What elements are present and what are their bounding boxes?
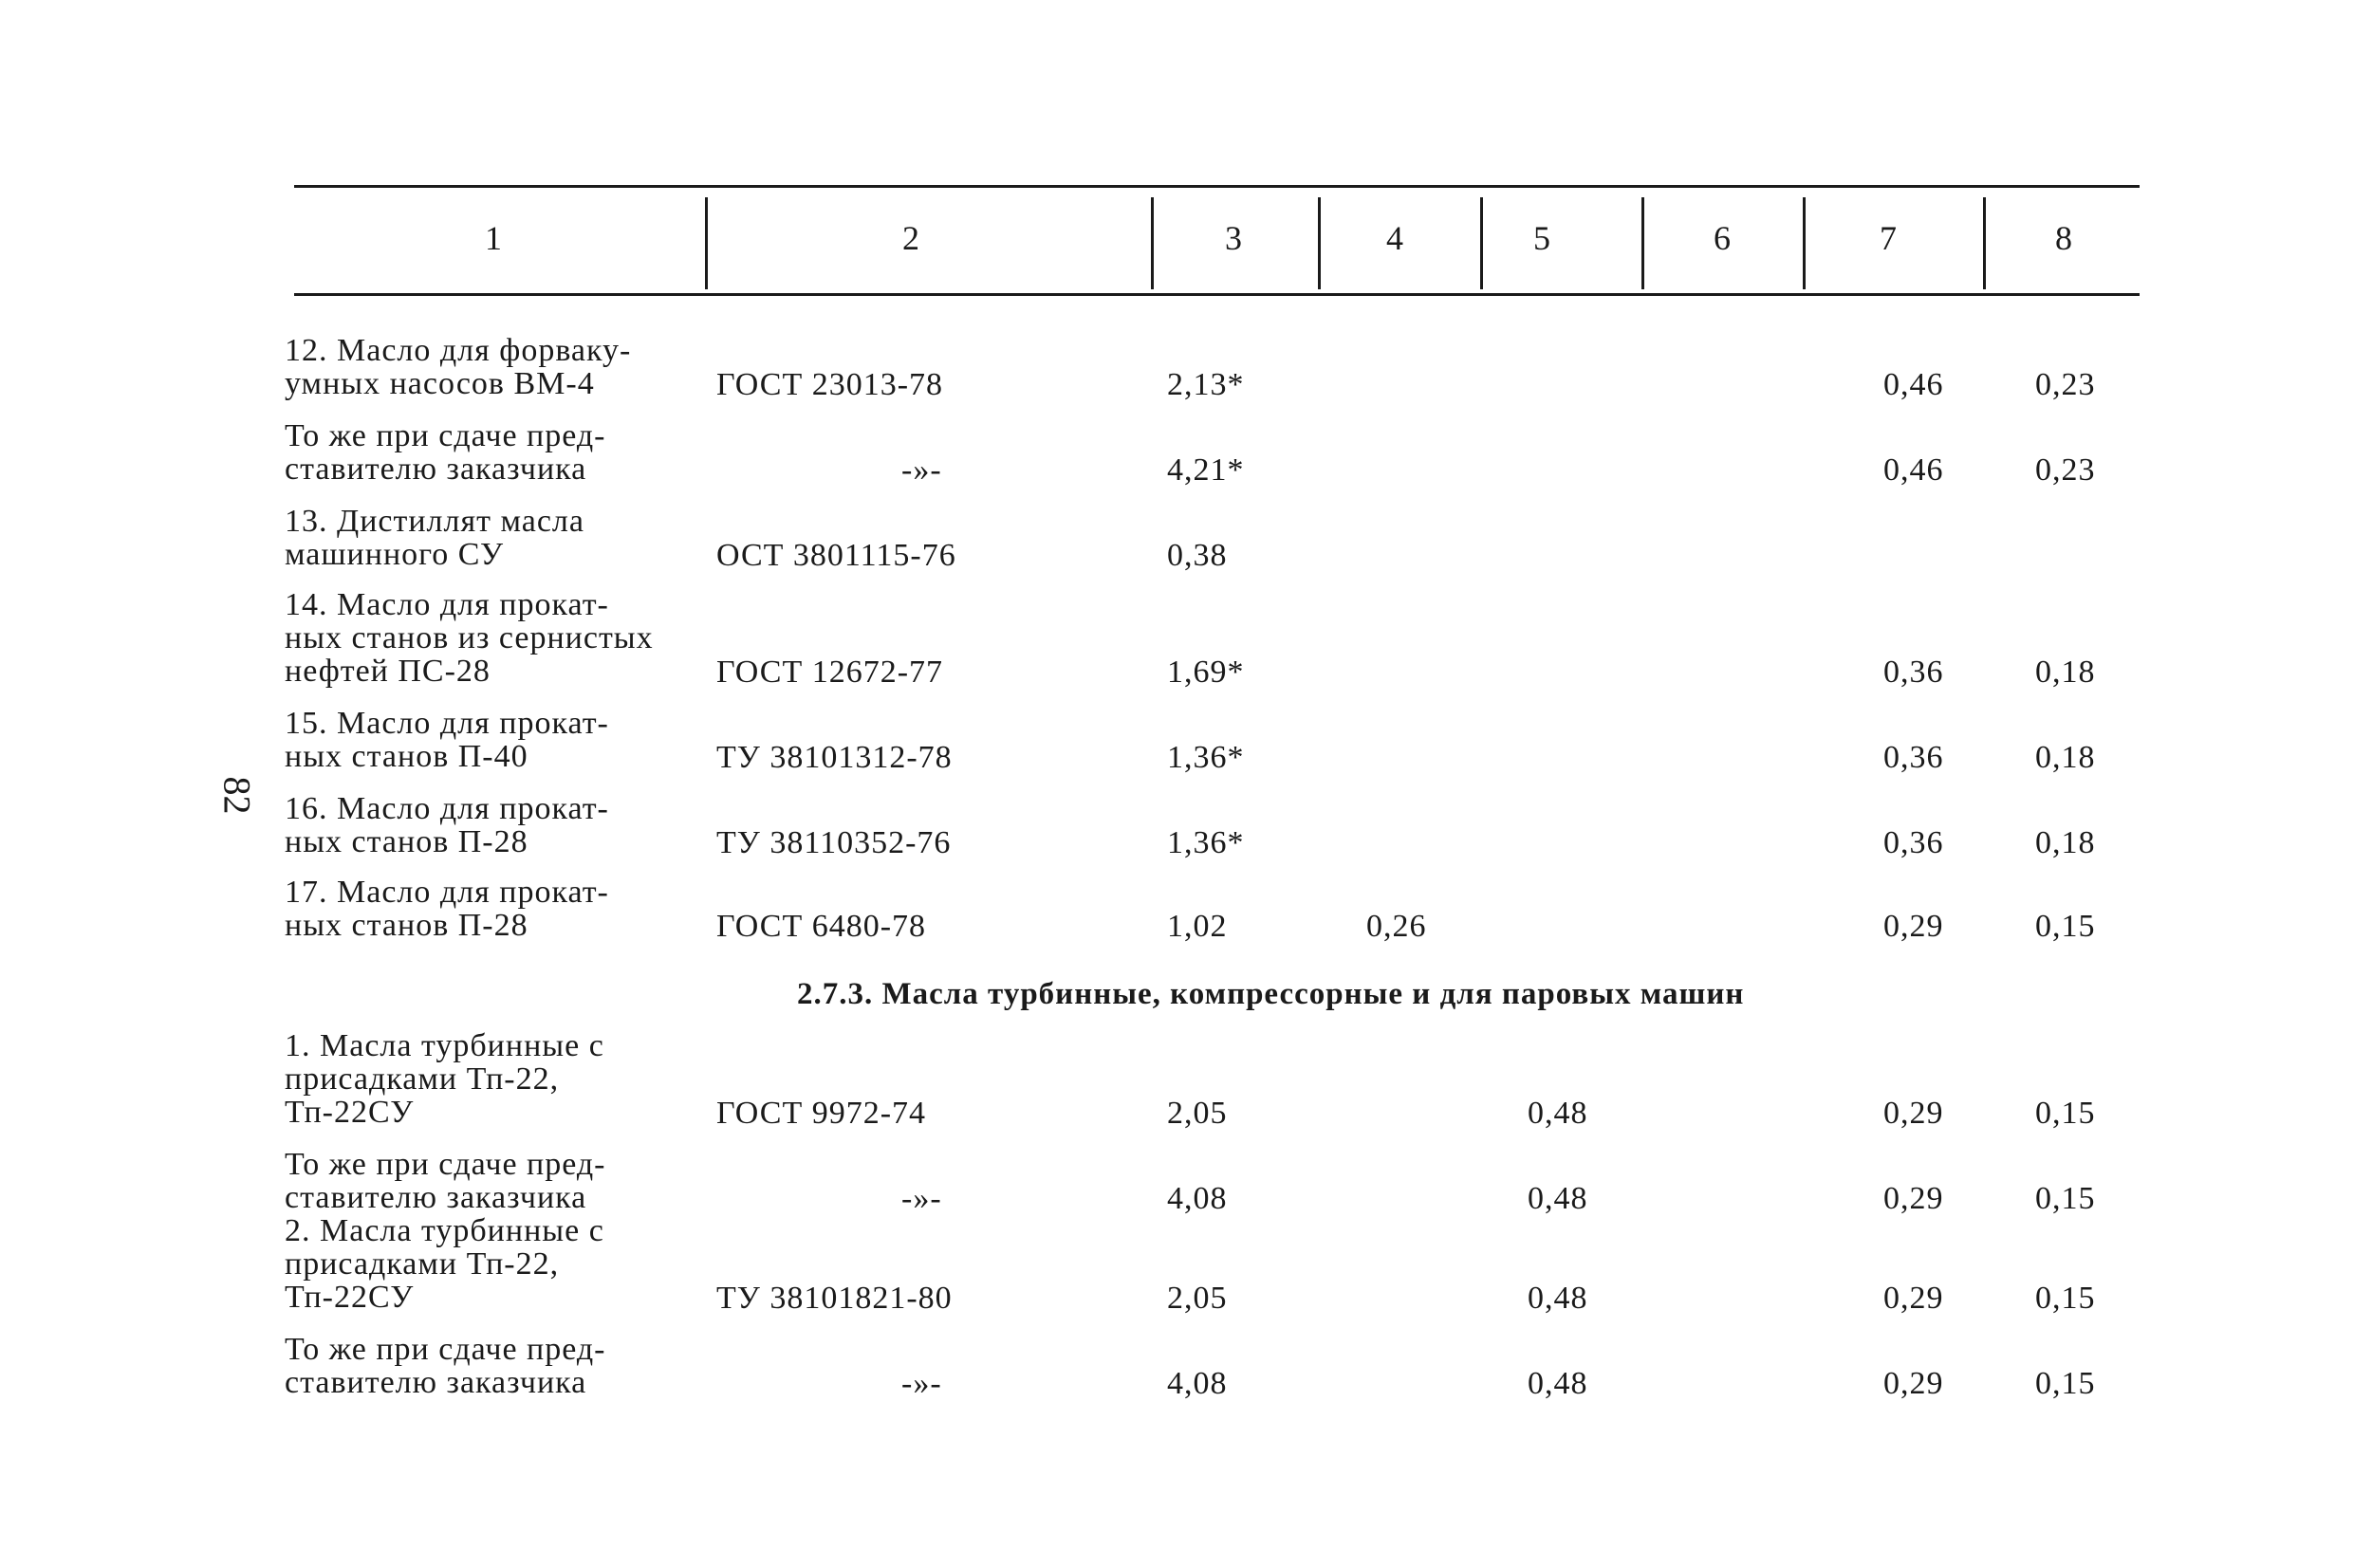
value-c7: 0,36 xyxy=(1883,655,1944,690)
value-c5: 0,48 xyxy=(1528,1281,1588,1316)
column-divider xyxy=(1641,197,1644,289)
product-name-line: машинного СУ xyxy=(285,537,505,572)
standard-doc: ГОСТ 12672-77 xyxy=(716,655,944,690)
product-name-line: 2. Масла турбинные с xyxy=(285,1213,604,1248)
column-divider xyxy=(1318,197,1321,289)
value-c8: 0,18 xyxy=(2035,740,2096,775)
standard-doc: ОСТ 3801115-76 xyxy=(716,538,956,573)
product-name-line: нефтей ПС-28 xyxy=(285,654,491,689)
value-c3: 2,05 xyxy=(1167,1281,1228,1316)
product-name-line: ставителю заказчика xyxy=(285,1365,587,1400)
table-top-rule xyxy=(294,185,2140,188)
value-c5: 0,48 xyxy=(1528,1096,1588,1131)
value-c3: 4,08 xyxy=(1167,1366,1228,1401)
standard-doc: -»- xyxy=(901,1366,942,1401)
column-header: 6 xyxy=(1714,219,1731,257)
value-c5: 0,48 xyxy=(1528,1181,1588,1216)
value-c8: 0,18 xyxy=(2035,825,2096,860)
product-name xyxy=(285,792,693,858)
page-number: 82 xyxy=(215,776,259,815)
value-c7: 0,36 xyxy=(1883,825,1944,860)
value-c7: 0,29 xyxy=(1883,1096,1944,1131)
value-c8: 0,15 xyxy=(2035,1096,2096,1131)
column-divider xyxy=(1983,197,1986,289)
product-name xyxy=(285,1148,693,1214)
value-c3: 4,08 xyxy=(1167,1181,1228,1216)
product-name-line: Тп-22СУ xyxy=(285,1280,415,1315)
product-name-line: 1. Масла турбинные с xyxy=(285,1028,604,1063)
value-c8: 0,15 xyxy=(2035,1366,2096,1401)
value-c7: 0,29 xyxy=(1883,1181,1944,1216)
product-name-line: ных станов из сернистых xyxy=(285,620,654,655)
product-name-line: То же при сдаче пред- xyxy=(285,1332,606,1367)
standard-doc: -»- xyxy=(901,1181,942,1216)
standard-doc: ГОСТ 23013-78 xyxy=(716,367,944,402)
value-c7: 0,29 xyxy=(1883,1366,1944,1401)
value-c5: 0,48 xyxy=(1528,1366,1588,1401)
product-name-line: То же при сдаче пред- xyxy=(285,1147,606,1182)
product-name-line: То же при сдаче пред- xyxy=(285,418,606,453)
value-c8: 0,15 xyxy=(2035,1281,2096,1316)
product-name-line: присадками Тп-22, xyxy=(285,1246,560,1282)
value-c7: 0,46 xyxy=(1883,367,1944,402)
section-title: 2.7.3. Масла турбинные, компрессорные и для паровых машин xyxy=(797,977,1745,1011)
product-name-line: 12. Масло для форваку- xyxy=(285,333,632,368)
column-header: 5 xyxy=(1533,219,1550,257)
column-header: 3 xyxy=(1225,219,1242,257)
value-c3: 4,21* xyxy=(1167,452,1245,488)
product-name-line: 17. Масло для прокат- xyxy=(285,875,609,910)
product-name-line: 16. Масло для прокат- xyxy=(285,791,609,826)
standard-doc: -»- xyxy=(901,452,942,488)
product-name xyxy=(285,334,693,400)
value-c7: 0,29 xyxy=(1883,909,1944,944)
value-c8: 0,23 xyxy=(2035,367,2096,402)
value-c7: 0,29 xyxy=(1883,1281,1944,1316)
product-name-line: 13. Дистиллят масла xyxy=(285,504,584,539)
standard-doc: ТУ 38101821-80 xyxy=(716,1281,953,1316)
product-name xyxy=(285,419,693,486)
product-name xyxy=(285,588,693,688)
product-name xyxy=(285,876,693,942)
table-header-rule xyxy=(294,293,2140,296)
product-name-line: 15. Масло для прокат- xyxy=(285,706,609,741)
column-header: 8 xyxy=(2055,219,2072,257)
product-name-line: 14. Масло для прокат- xyxy=(285,587,609,622)
value-c3: 1,36* xyxy=(1167,740,1245,775)
standard-doc: ТУ 38101312-78 xyxy=(716,740,953,775)
column-divider xyxy=(1803,197,1806,289)
product-name-line: умных насосов ВМ-4 xyxy=(285,366,595,401)
product-name xyxy=(285,1333,693,1399)
column-header: 4 xyxy=(1386,219,1403,257)
value-c7: 0,46 xyxy=(1883,452,1944,488)
column-divider xyxy=(705,197,708,289)
value-c8: 0,18 xyxy=(2035,655,2096,690)
column-divider xyxy=(1151,197,1154,289)
value-c3: 0,38 xyxy=(1167,538,1228,573)
value-c3: 2,05 xyxy=(1167,1096,1228,1131)
product-name xyxy=(285,1029,693,1129)
product-name-line: ных станов П-28 xyxy=(285,824,528,859)
value-c8: 0,15 xyxy=(2035,1181,2096,1216)
product-name-line: Тп-22СУ xyxy=(285,1095,415,1130)
column-divider xyxy=(1480,197,1483,289)
standard-doc: ГОСТ 9972-74 xyxy=(716,1096,927,1131)
standard-doc: ГОСТ 6480-78 xyxy=(716,909,927,944)
value-c3: 1,02 xyxy=(1167,909,1228,944)
column-header: 7 xyxy=(1880,219,1897,257)
product-name-line: ставителю заказчика xyxy=(285,1180,587,1215)
value-c8: 0,15 xyxy=(2035,909,2096,944)
value-c3: 1,36* xyxy=(1167,825,1245,860)
product-name-line: ных станов П-28 xyxy=(285,908,528,943)
column-header: 1 xyxy=(485,219,502,257)
value-c3: 2,13* xyxy=(1167,367,1245,402)
value-c3: 1,69* xyxy=(1167,655,1245,690)
product-name xyxy=(285,505,693,571)
product-name-line: ных станов П-40 xyxy=(285,739,528,774)
standard-doc: ТУ 38110352-76 xyxy=(716,825,952,860)
value-c7: 0,36 xyxy=(1883,740,1944,775)
product-name xyxy=(285,707,693,773)
product-name-line: ставителю заказчика xyxy=(285,452,587,487)
value-c8: 0,23 xyxy=(2035,452,2096,488)
product-name-line: присадками Тп-22, xyxy=(285,1061,560,1097)
column-header: 2 xyxy=(902,219,919,257)
product-name xyxy=(285,1214,693,1314)
value-c4: 0,26 xyxy=(1366,909,1427,944)
